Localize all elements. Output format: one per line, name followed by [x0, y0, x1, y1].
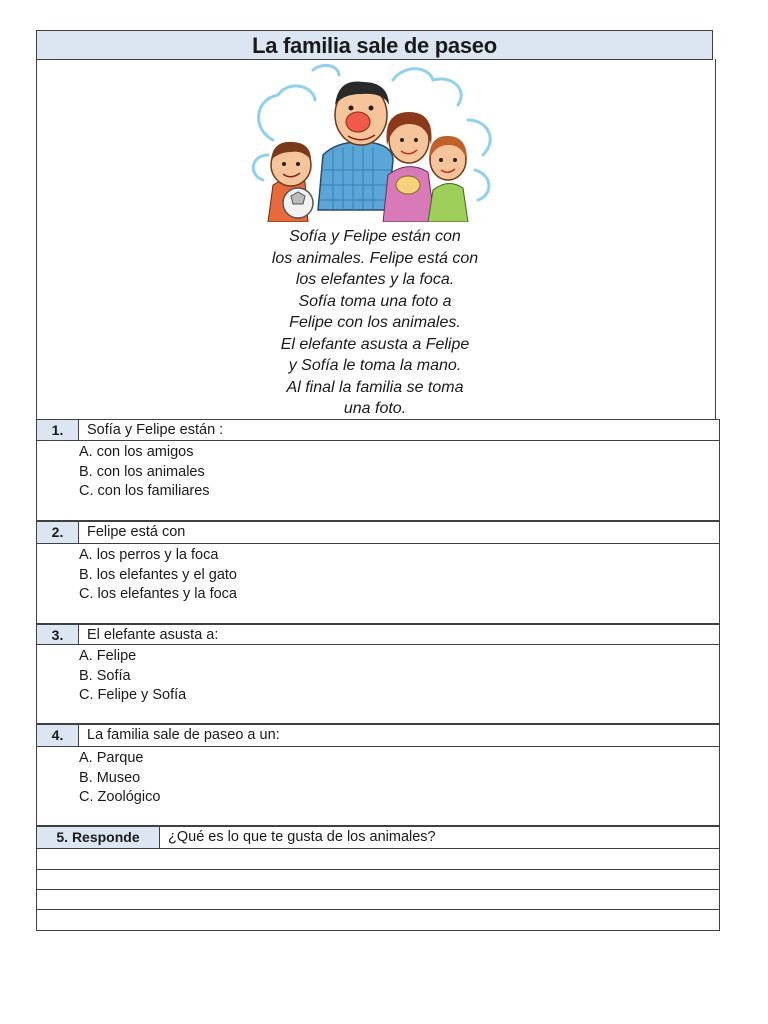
option-b[interactable]: B. Museo [79, 769, 141, 786]
answer-options [36, 544, 720, 624]
answer-line[interactable] [36, 849, 720, 870]
option-a[interactable]: A. Parque [79, 750, 144, 766]
respond-label: 5. Responde [36, 826, 160, 849]
option-b[interactable]: B. los elefantes y el gato [79, 566, 237, 583]
question-number: 3. [36, 624, 79, 645]
answer-options [36, 441, 720, 521]
option-a[interactable]: A. los perros y la foca [79, 547, 219, 563]
option-b[interactable]: B. con los animales [79, 463, 205, 480]
question-number: 4. [36, 724, 79, 747]
option-b[interactable]: B. Sofía [79, 667, 131, 684]
option-c[interactable]: C. Felipe y Sofía [79, 687, 187, 703]
question-number: 1. [36, 419, 79, 441]
question-text: Felipe está con [79, 521, 720, 544]
answer-line[interactable] [36, 870, 720, 890]
question-text: El elefante asusta a: [79, 624, 720, 645]
answer-line[interactable] [36, 910, 720, 931]
story-line: El elefante asusta a Felipe [280, 335, 470, 353]
answer-options [36, 747, 720, 826]
question-text: La familia sale de paseo a un: [79, 724, 720, 747]
option-a[interactable]: A. con los amigos [79, 444, 194, 460]
respond-question: ¿Qué es lo que te gusta de los animales? [160, 826, 720, 849]
story-line: y Sofía le toma la mano. [288, 357, 462, 374]
story-line: Sofía y Felipe están con [289, 228, 461, 245]
story-line: Sofía toma una foto a [298, 292, 452, 310]
option-c[interactable]: C. los elefantes y la foca [79, 586, 237, 602]
family-illustration [243, 60, 503, 222]
story-line: una foto. [343, 400, 407, 417]
story-line: los elefantes y la foca. [295, 271, 455, 288]
story-line: los animales. Felipe está con [271, 249, 479, 267]
answer-line[interactable] [36, 890, 720, 910]
option-c[interactable]: C. con los familiares [79, 483, 210, 499]
worksheet-title: La familia sale de paseo [36, 30, 713, 60]
story-line: Al final la familia se toma [286, 378, 464, 396]
question-text: Sofía y Felipe están : [79, 419, 720, 441]
option-a[interactable]: A. Felipe [79, 648, 137, 664]
story-line: Felipe con los animales. [289, 314, 461, 331]
option-c[interactable]: C. Zoológico [79, 789, 161, 805]
answer-options [36, 645, 720, 724]
question-number: 2. [36, 521, 79, 544]
story-text [200, 226, 550, 420]
